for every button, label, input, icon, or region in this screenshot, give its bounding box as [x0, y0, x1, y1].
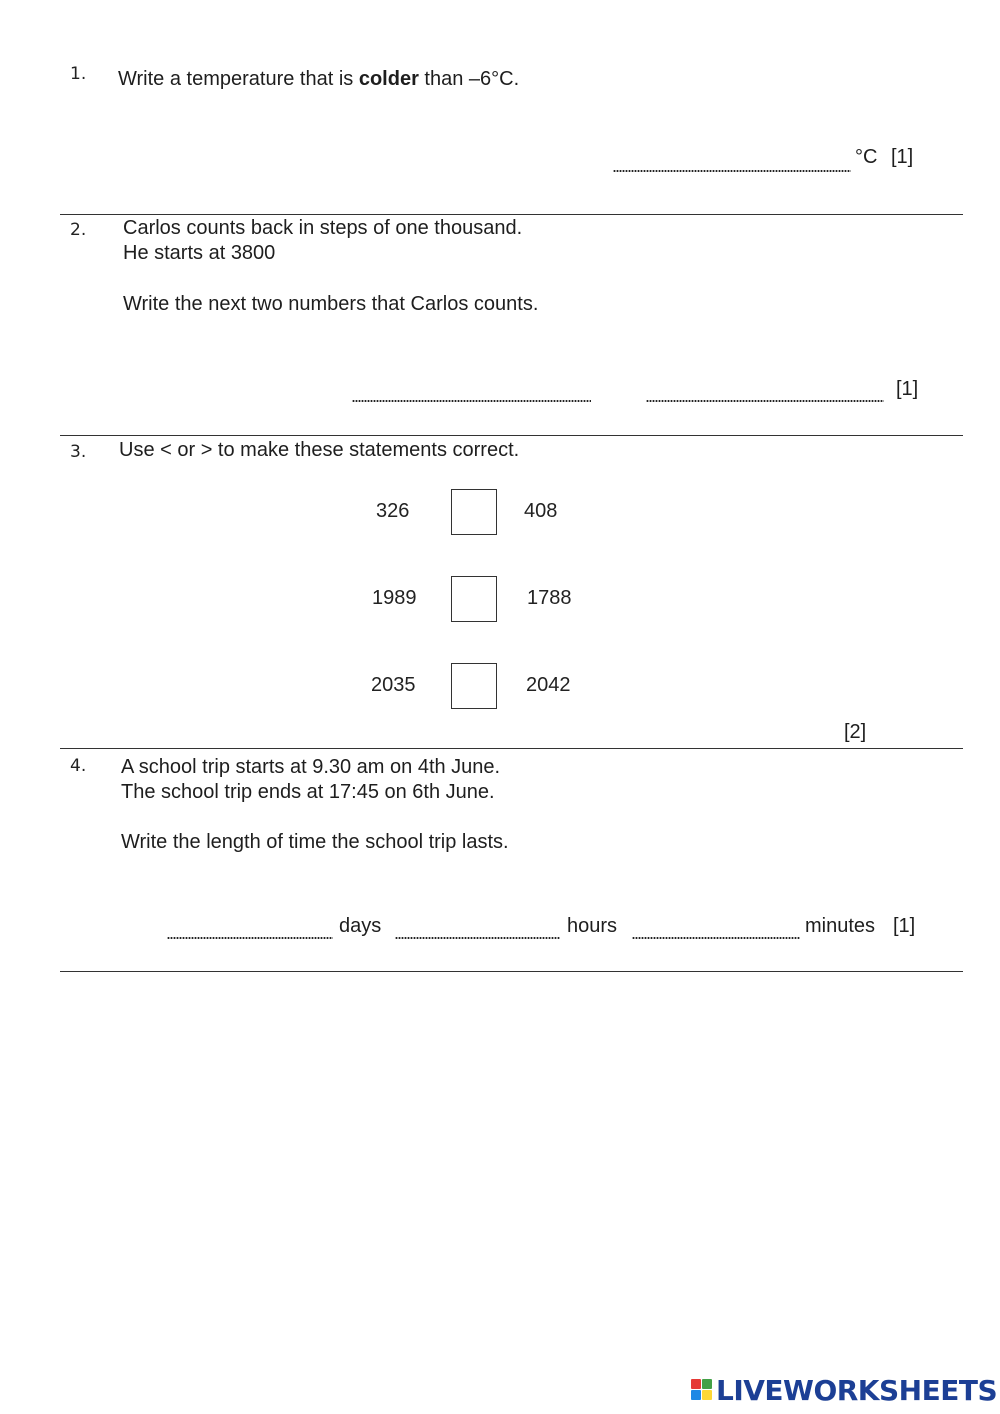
q3-row2-left: 1989: [372, 587, 417, 609]
q3-row3-right: 2042: [526, 674, 571, 696]
q3-row3-answer-box[interactable]: [451, 663, 497, 709]
liveworksheets-logo-icon: [691, 1379, 713, 1401]
q1-text: [118, 67, 519, 92]
q1-answer-blank[interactable]: [613, 168, 851, 174]
q2-line2: He starts at 3800: [123, 242, 276, 264]
q4-hours-blank[interactable]: [395, 935, 560, 941]
q1-text-after: than –6°C.: [418, 68, 520, 90]
q3-row2-right: 1788: [527, 587, 572, 609]
q3-instruction: Use < or > to make these statements correct.: [119, 439, 520, 461]
q4-number: 4.: [70, 756, 87, 776]
q3-row1-answer-box[interactable]: [451, 489, 497, 535]
q3-row1-right: 408: [524, 500, 558, 522]
divider-2: [60, 435, 963, 436]
divider-1: [60, 214, 963, 215]
q2-line3: Write the next two numbers that Carlos counts.: [123, 293, 539, 315]
q3-number: 3.: [70, 442, 87, 462]
q4-hours-label: hours: [567, 915, 618, 937]
q4-line2: The school trip ends at 17:45 on 6th June.: [121, 781, 495, 803]
q4-minutes-blank[interactable]: [632, 935, 800, 941]
q4-minutes-label: minutes: [805, 915, 876, 937]
q2-answer-blank-1[interactable]: [352, 398, 591, 404]
q2-answer-blank-2[interactable]: [646, 398, 884, 404]
q3-row1-left: 326: [376, 500, 410, 522]
q1-marks: [1]: [891, 146, 914, 168]
q2-number: 2.: [70, 220, 87, 240]
q4-days-label: days: [339, 915, 382, 937]
q1-number: 1.: [70, 64, 87, 84]
q3-row3-left: 2035: [371, 674, 416, 696]
q4-marks: [1]: [893, 915, 916, 937]
divider-3: [60, 748, 963, 749]
q2-marks: [1]: [896, 378, 919, 400]
q4-line3: Write the length of time the school trip lasts.: [121, 831, 509, 853]
q4-line1: A school trip starts at 9.30 am on 4th June.: [121, 756, 501, 778]
q3-row2-answer-box[interactable]: [451, 576, 497, 622]
q4-days-blank[interactable]: [167, 935, 333, 941]
liveworksheets-logo-text: LIVEWORKSHEETS: [716, 1373, 998, 1407]
liveworksheets-logo[interactable]: [691, 1372, 997, 1408]
q1-text-before: Write a temperature that is: [118, 68, 359, 90]
q1-unit: °C: [855, 146, 878, 168]
divider-4: [60, 971, 963, 972]
q1-text-bold: colder: [358, 68, 419, 90]
q2-line1: Carlos counts back in steps of one thousand.: [123, 217, 523, 239]
q3-marks: [2]: [844, 721, 867, 743]
